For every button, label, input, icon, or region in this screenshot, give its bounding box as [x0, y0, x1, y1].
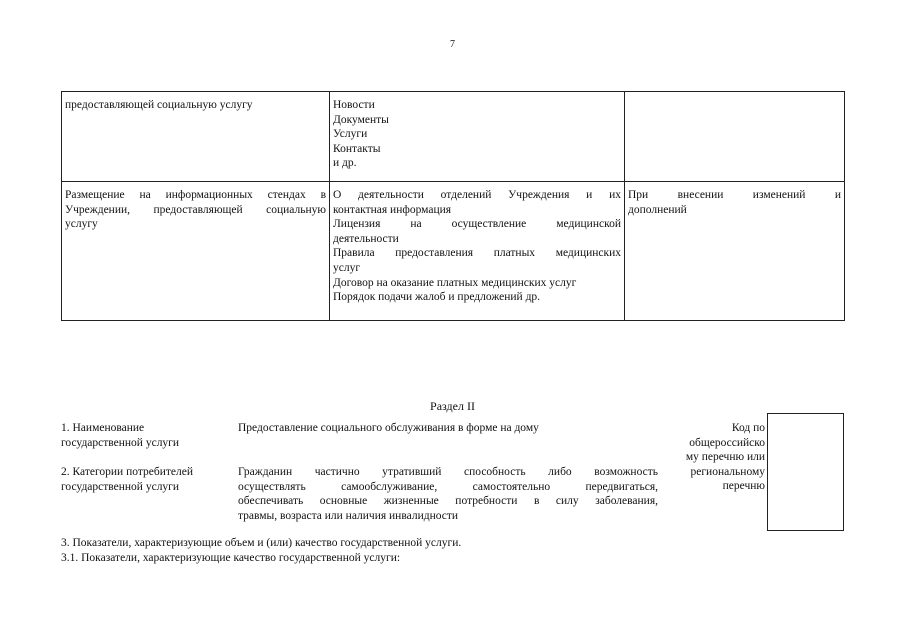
- cell-text: контактная информация: [333, 203, 452, 216]
- cell-text: деятельности: [333, 232, 399, 245]
- section-title: Раздел II: [430, 399, 475, 413]
- cell-text: О деятельности отделений Учреждения и их: [333, 189, 621, 201]
- info-placement-table: [61, 91, 845, 321]
- table-cell-placement: [62, 92, 330, 182]
- table-row: [62, 92, 845, 182]
- cell-text: Порядок подачи жалоб и предложений др.: [333, 291, 541, 304]
- cell-text: услуг: [333, 261, 361, 274]
- cell-text: Контакты: [333, 142, 381, 155]
- value-text: травмы, возраста или наличия инвалидности: [238, 509, 459, 522]
- table-row: [62, 182, 845, 321]
- code-label-text: перечню: [722, 480, 765, 493]
- page-number: 7: [450, 39, 455, 50]
- cell-text: Документы: [333, 113, 389, 126]
- table-cell-frequency: [625, 182, 845, 321]
- code-label-text: общероссийско: [689, 436, 765, 449]
- label-text: государственной услуги: [61, 480, 180, 493]
- cell-text: дополнений: [628, 203, 687, 216]
- service-name-label: [61, 421, 231, 450]
- code-label-text: му перечню или: [685, 451, 765, 464]
- registry-code-box: [767, 413, 844, 531]
- table-cell-frequency: [625, 92, 845, 182]
- cell-text: Размещение на информационных стендах в: [65, 189, 326, 201]
- cell-text: Услуги: [333, 128, 368, 141]
- cell-text: предоставляющей социальную услугу: [65, 99, 253, 111]
- cell-text: Правила предоставления платных медицинских: [333, 247, 621, 260]
- cell-text: и др.: [333, 157, 357, 170]
- registry-code-label: [664, 421, 765, 494]
- label-text: 1. Наименование: [61, 422, 145, 434]
- label-text: государственной услуги: [61, 436, 180, 449]
- cell-text: Новости: [333, 99, 375, 111]
- table-cell-content: [330, 182, 625, 321]
- consumer-category-label: [61, 465, 231, 494]
- indicators-heading: 3. Показатели, характеризующие объем и (или) качество государственной услуги.: [61, 537, 462, 549]
- service-name-value: Предоставление социального обслуживания в форме на дому: [238, 422, 539, 434]
- cell-text: Учреждении, предоставляющей социальную: [65, 203, 326, 216]
- table-cell-placement: [62, 182, 330, 321]
- code-label-text: Код по: [731, 422, 765, 434]
- quality-indicators-heading: 3.1. Показатели, характеризующие качество государственной услуги:: [61, 552, 401, 564]
- label-text: 2. Категории потребителей: [61, 466, 193, 478]
- value-text: обеспечивать основные жизненные потребности в силу заболевания,: [238, 495, 658, 508]
- cell-text: Лицензия на осуществление медицинской: [333, 218, 621, 231]
- cell-text: услугу: [65, 218, 98, 231]
- table-cell-content: [330, 92, 625, 182]
- value-text: Гражданин частично утративший способность либо возможность: [238, 466, 658, 478]
- cell-text: Договор на оказание платных медицинских услуг: [333, 276, 577, 289]
- value-text: осуществлять самообслуживание, самостоятельно передвигаться,: [238, 480, 658, 493]
- cell-text: При внесении изменений и: [628, 189, 841, 201]
- consumer-category-value: [238, 465, 658, 523]
- code-label-text: региональному: [690, 465, 765, 478]
